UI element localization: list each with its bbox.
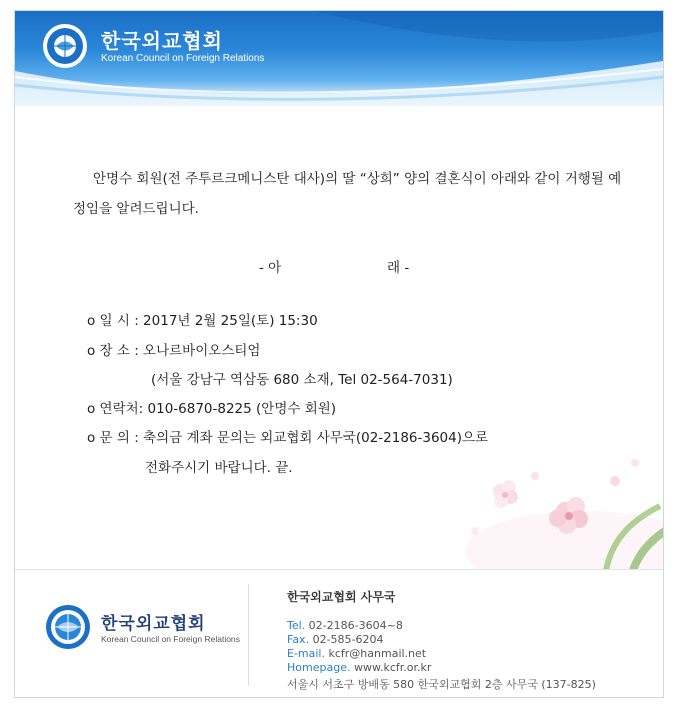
detail-contact: o 연락처: 010-6870-8225 (안명수 회원) (87, 401, 337, 417)
footer-address: 서울시 서초구 방배동 580 한국외교협회 2층 사무국 (137-825) (287, 678, 596, 691)
homepage-link[interactable]: www.kcfr.or.kr (353, 661, 432, 674)
footer-office-title: 한국외교협회 사무국 (287, 590, 396, 604)
detail-inquiry-continued: 전화주시기 바랍니다. 끝. (145, 460, 293, 476)
header-banner (15, 11, 663, 106)
footer-divider (248, 584, 249, 686)
tel-value: 02-2186-3604~8 (308, 619, 403, 632)
email-label: E-mail. (287, 647, 325, 660)
kcfr-emblem-icon (42, 23, 88, 69)
email-frame (14, 10, 664, 698)
detail-place: o 장 소 : 오나르바이오스티엄 (87, 343, 261, 359)
detail-datetime: o 일 시 : 2017년 2월 25일(토) 15:30 (87, 313, 318, 329)
footer-org-name-en: Korean Council on Foreign Relations (101, 634, 240, 644)
fax-value: 02-585-6204 (312, 633, 384, 646)
footer-org-name-ko: 한국외교협회 (101, 614, 206, 634)
header-org-name-en: Korean Council on Foreign Relations (101, 53, 265, 64)
header-org-name-ko: 한국외교협회 (101, 29, 223, 53)
detail-inquiry: o 문 의 : 축의금 계좌 문의는 외교협회 사무국(02-2186-3604)으로 (87, 430, 489, 446)
cherry-blossom-decoration (435, 451, 664, 581)
announcement-intro: 안명수 회원(전 주투르크메니스탄 대사)의 딸 “상희” 양의 결혼식이 아래와 같이 거행될 예정임을 알려드립니다. (73, 171, 622, 217)
footer-fax (287, 633, 384, 646)
footer-email (287, 647, 426, 660)
homepage-label: Homepage. (287, 661, 351, 674)
fax-label: Fax. (287, 633, 310, 646)
tel-label: Tel. (287, 619, 306, 632)
notice-heading-left: - 아 (259, 260, 282, 276)
footer (15, 569, 663, 698)
detail-address: (서울 강남구 역삼동 680 소재, Tel 02-564-7031) (151, 372, 453, 388)
footer-kcfr-emblem-icon (45, 604, 91, 650)
footer-tel (287, 619, 403, 632)
email-value[interactable]: kcfr@hanmail.net (328, 647, 427, 660)
notice-heading-right: 래 - (387, 260, 410, 276)
footer-homepage (287, 661, 431, 674)
